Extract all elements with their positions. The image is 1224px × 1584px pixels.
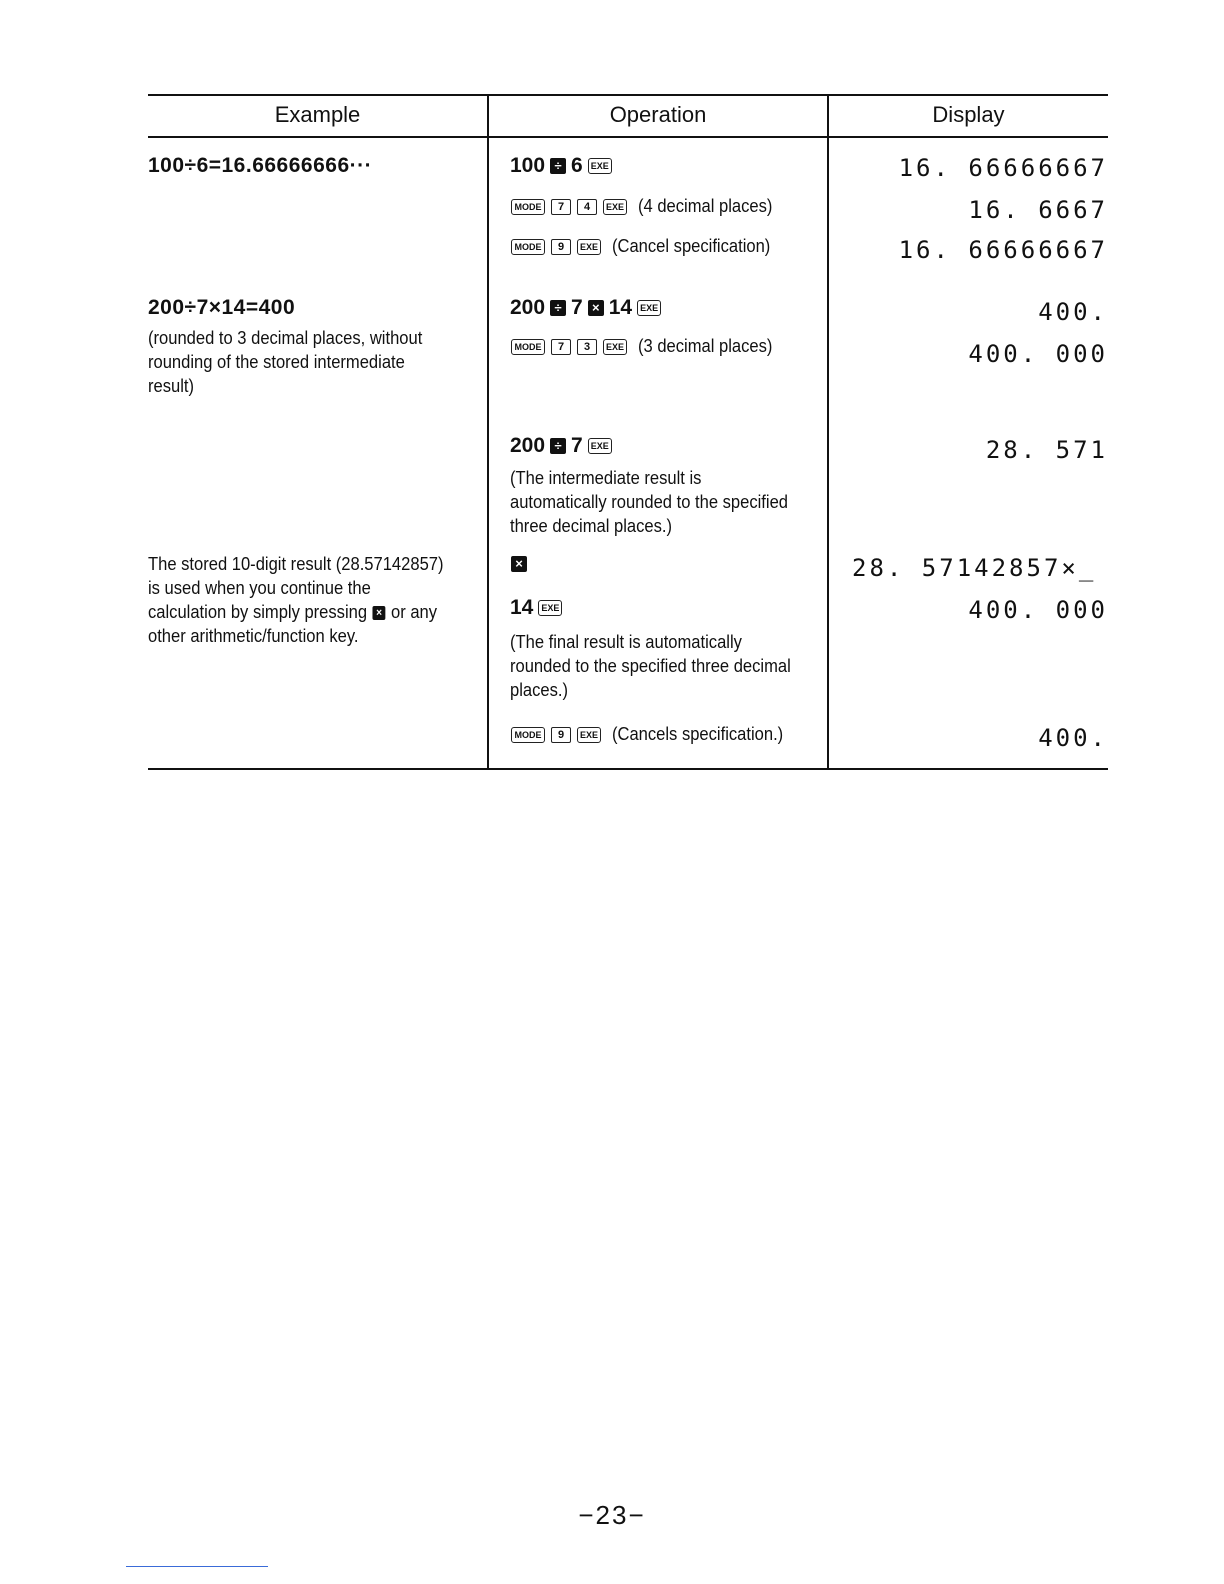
exe-key-icon: EXE: [603, 199, 627, 215]
mode-key-icon: MODE: [511, 339, 545, 355]
mode-key-icon: MODE: [511, 239, 545, 255]
mode-key-icon: MODE: [511, 727, 545, 743]
operation-number: 14: [608, 296, 633, 319]
seven-key-icon: 7: [551, 199, 571, 215]
operation-1c: [510, 236, 784, 257]
example-1: 100÷6=16.66666666···: [148, 154, 373, 177]
example-4-note: [148, 552, 452, 648]
operation-3-note: (The intermediate result is automatically rounded to the specified three decimal places.): [510, 468, 789, 536]
three-key-icon: 3: [577, 339, 597, 355]
operation-description: (Cancel specification): [612, 236, 771, 256]
exe-key-icon: EXE: [637, 300, 661, 316]
operation-number: 14: [510, 596, 534, 619]
display-value: 16. 6667: [968, 196, 1108, 224]
operation-number: 6: [571, 154, 583, 177]
example-4-note-post: or any other arithmetic/function key.: [148, 602, 438, 646]
footer-line: [126, 1566, 268, 1567]
display-value: 400. 000: [968, 340, 1108, 368]
operation-1b: [510, 196, 784, 217]
page-number: −23−: [578, 1500, 646, 1530]
multiply-key-icon: ×: [588, 300, 604, 316]
nine-key-icon: 9: [551, 727, 571, 743]
header-example: Example: [274, 102, 361, 127]
divide-key-icon: ÷: [550, 158, 566, 174]
display-value: 16. 66666667: [898, 236, 1108, 264]
mode-key-icon: MODE: [511, 199, 545, 215]
divide-key-icon: ÷: [550, 438, 566, 454]
exe-key-icon: EXE: [603, 339, 627, 355]
operation-number: 200: [510, 296, 546, 319]
operation-4a: [510, 556, 528, 572]
display-value: 400.: [1038, 724, 1108, 752]
operation-2-keys: [510, 296, 662, 320]
display-value: 400.: [1038, 298, 1108, 326]
multiply-key-icon: ×: [373, 606, 386, 620]
exe-key-icon: EXE: [588, 438, 612, 454]
operation-number: 200: [510, 434, 546, 457]
exe-key-icon: EXE: [588, 158, 612, 174]
divide-key-icon: ÷: [550, 300, 566, 316]
operation-description: (Cancels specification.): [612, 724, 784, 744]
operation-4-note: (The final result is automatically rounded to the specified three decimal places.): [510, 632, 791, 700]
display-value: 28. 571: [985, 436, 1108, 464]
exe-key-icon: EXE: [577, 239, 601, 255]
table-header-rule: [148, 136, 1108, 138]
table-top-rule: [148, 94, 1108, 96]
display-value: 400. 000: [968, 596, 1108, 624]
table-bottom-rule: [148, 768, 1108, 770]
operation-3-keys: [510, 434, 613, 458]
operation-4b: [510, 596, 563, 620]
operation-number: 7: [571, 434, 583, 457]
operation-number: 7: [571, 296, 583, 319]
column-divider-1: [487, 94, 489, 770]
example-2: 200÷7×14=400: [148, 296, 296, 319]
four-key-icon: 4: [577, 199, 597, 215]
exe-key-icon: EXE: [577, 727, 601, 743]
multiply-key-icon: ×: [511, 556, 527, 572]
display-value: 16. 66666667: [898, 154, 1108, 182]
header-operation: Operation: [609, 102, 707, 127]
example-2-note: (rounded to 3 decimal places, without rounding of the stored intermediate result): [148, 328, 423, 396]
operation-1-keys: [510, 154, 613, 178]
seven-key-icon: 7: [551, 339, 571, 355]
nine-key-icon: 9: [551, 239, 571, 255]
exe-key-icon: EXE: [538, 600, 562, 616]
operation-2b: [510, 336, 784, 357]
display-value: 28. 57142857×_: [852, 554, 1097, 582]
operation-number: 100: [510, 154, 546, 177]
column-divider-2: [827, 94, 829, 770]
header-display: Display: [932, 102, 1005, 127]
operation-4c: [510, 724, 798, 745]
operation-description: (3 decimal places): [638, 336, 773, 356]
operation-description: (4 decimal places): [638, 196, 773, 216]
example-4-note-pre: The stored 10-digit result (28.57142857) is used when you continue the calculation by simply pressing: [148, 554, 444, 622]
